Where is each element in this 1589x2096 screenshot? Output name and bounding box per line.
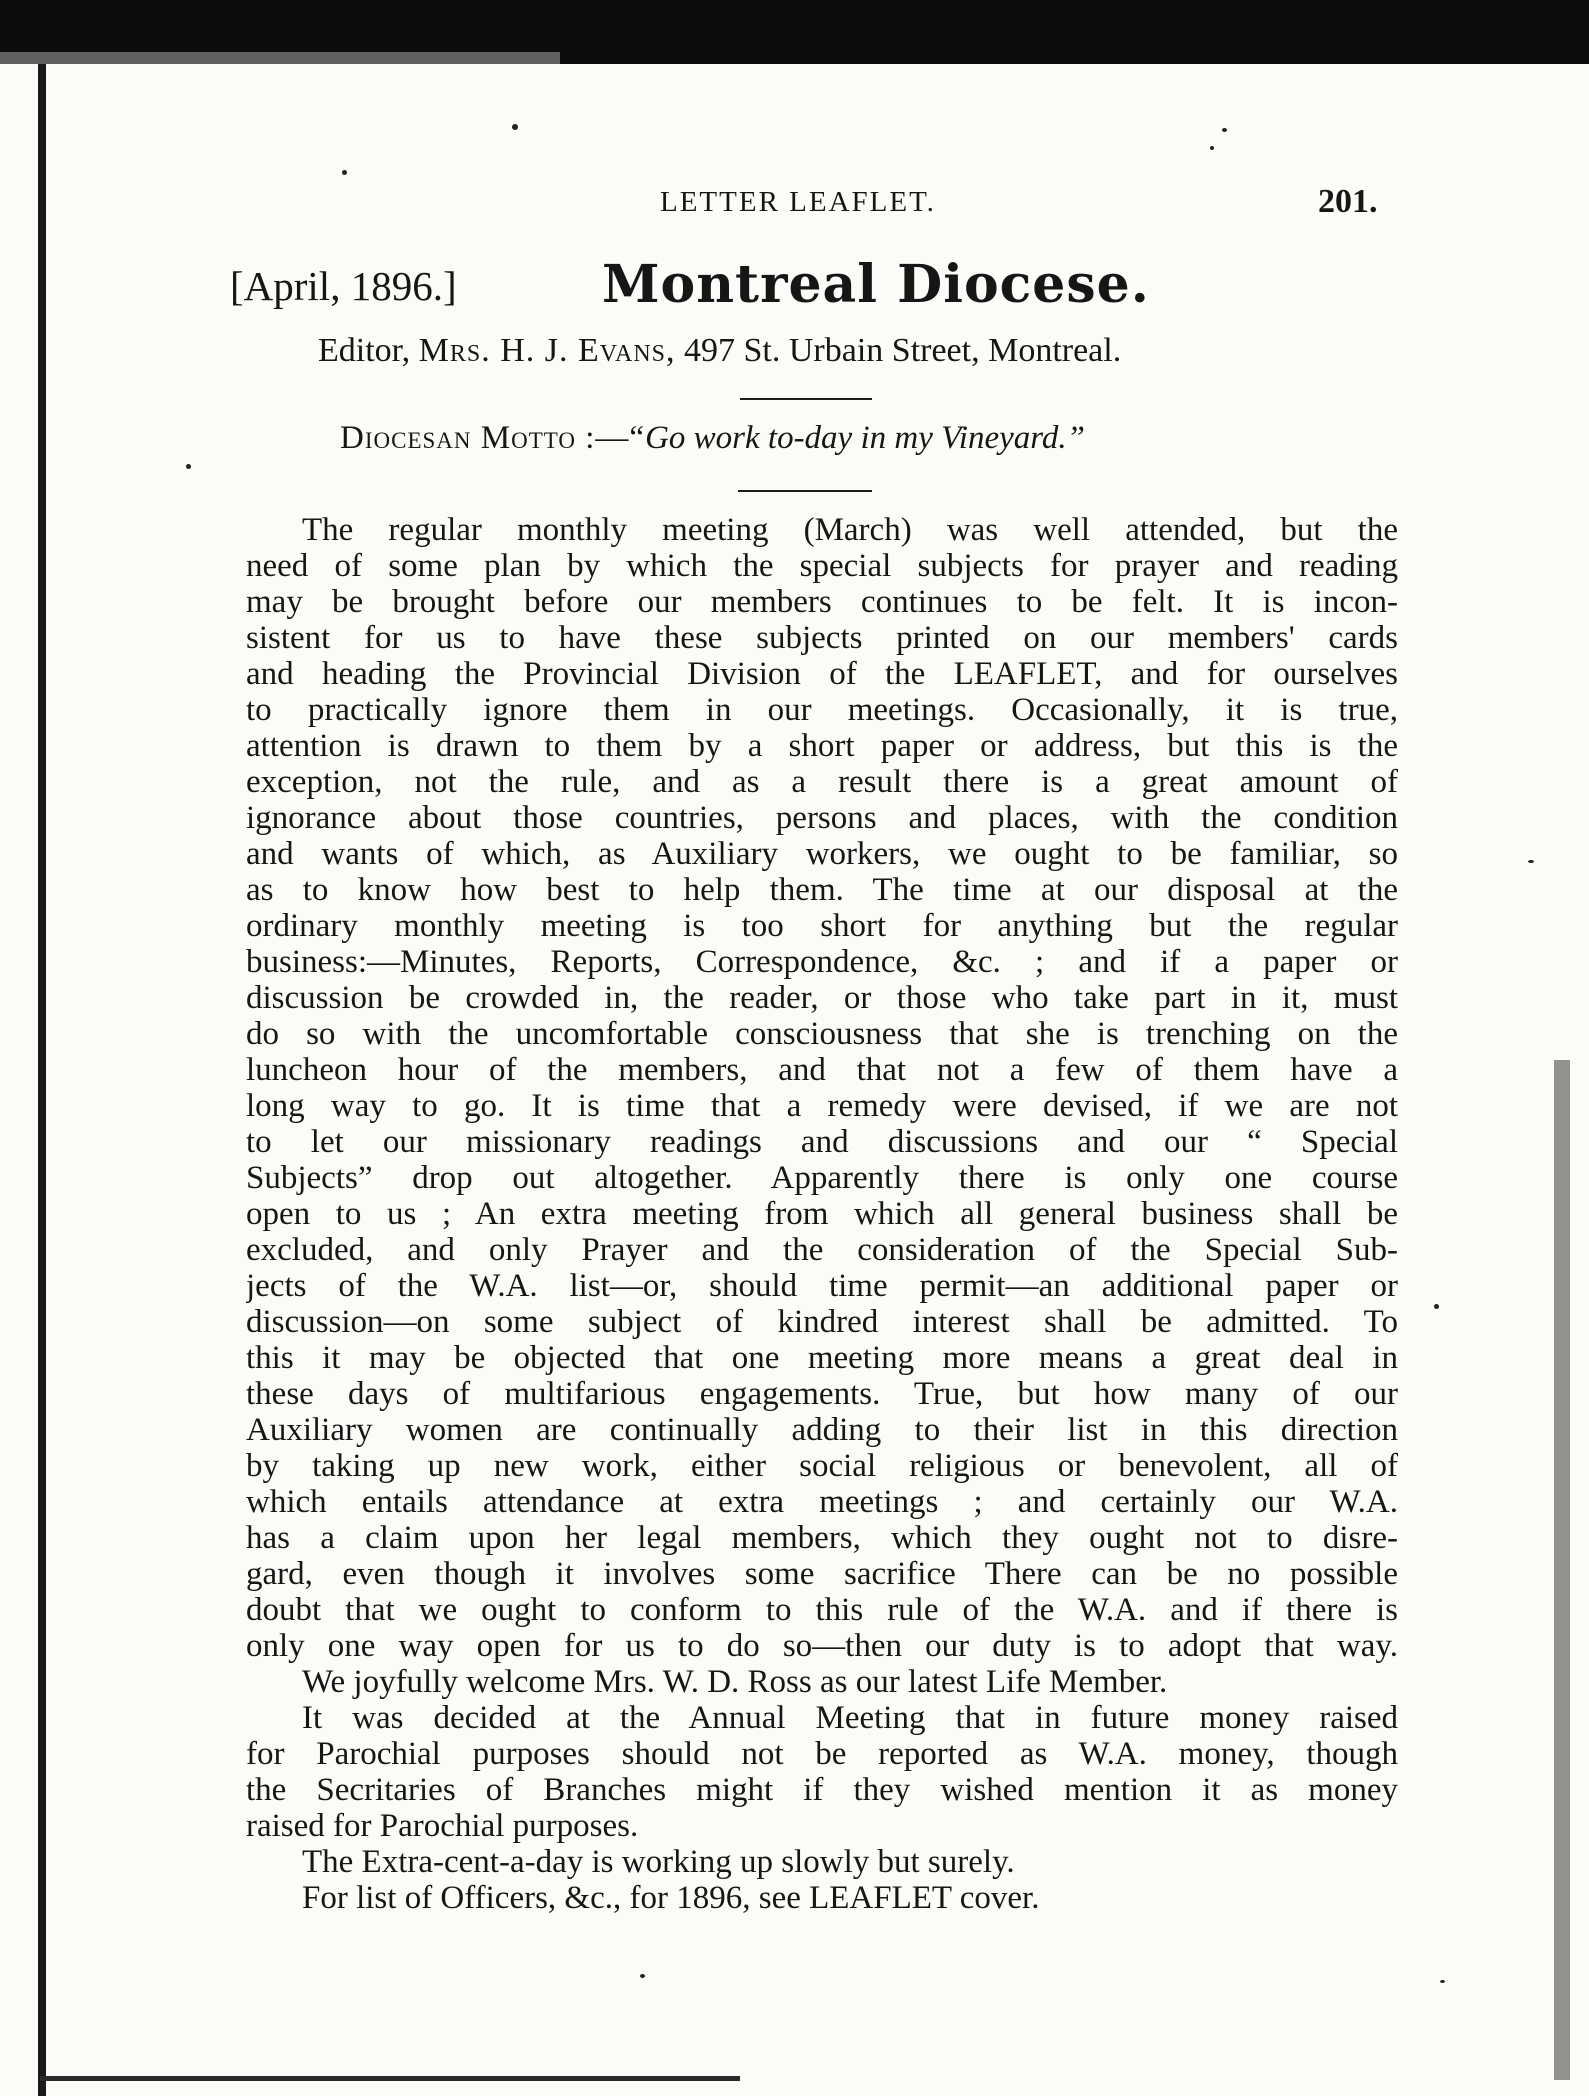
divider-rule (740, 398, 872, 400)
text-line: only one way open for us to do so—then our duty is to adopt that way. (246, 1628, 1398, 1664)
text-line: Auxiliary women are continually adding to their list in this direction (246, 1412, 1398, 1448)
text-line: which entails attendance at extra meetings ; and certainly our W.A. (246, 1484, 1398, 1520)
text-line: excluded, and only Prayer and the consideration of the Special Sub- (246, 1232, 1398, 1268)
motto-text: Go work to-day in my Vineyard.” (645, 420, 1085, 456)
scan-speck (512, 124, 518, 130)
text-line: these days of multifarious engagements. True, but how many of our (246, 1376, 1398, 1412)
scan-speck (1528, 860, 1534, 863)
running-title: LETTER LEAFLET. (660, 186, 936, 218)
scan-speck (1440, 1980, 1445, 1983)
text-line: Subjects” drop out altogether. Apparently there is only one course (246, 1160, 1398, 1196)
text-line: The Extra-cent-a-day is working up slowly but surely. (302, 1844, 1015, 1880)
divider-rule (738, 490, 872, 492)
text-line: may be brought before our members continues to be felt. It is incon- (246, 584, 1398, 620)
text-line: The regular monthly meeting (March) was well attended, but the (302, 512, 1398, 548)
text-line: ignorance about those countries, persons and places, with the condition (246, 800, 1398, 836)
scan-speck (186, 464, 191, 469)
text-line: ordinary monthly meeting is too short for anything but the regular (246, 908, 1398, 944)
text-line: exception, not the rule, and as a result there is a great amount of (246, 764, 1398, 800)
text-line: need of some plan by which the special subjects for prayer and reading (246, 548, 1398, 584)
text-line: for Parochial purposes should not be reported as W.A. money, though (246, 1736, 1398, 1772)
editor-line (318, 332, 1121, 370)
article-body (246, 512, 1398, 1916)
text-line: discussion be crowded in, the reader, or those who take part in it, must (246, 980, 1398, 1016)
text-line: attention is drawn to them by a short paper or address, but this is the (246, 728, 1398, 764)
text-line: We joyfully welcome Mrs. W. D. Ross as our latest Life Member. (302, 1664, 1168, 1700)
text-line: For list of Officers, &c., for 1896, see LEAFLET cover. (302, 1880, 1040, 1916)
scan-speck (342, 170, 347, 175)
issue-date: [April, 1896.] (230, 263, 457, 309)
scan-border-left (38, 64, 46, 2096)
editor-address: 497 St. Urbain Street, Montreal. (684, 332, 1122, 369)
text-line: doubt that we ought to conform to this rule of the W.A. and if there is (246, 1592, 1398, 1628)
scan-border-right (1554, 1060, 1570, 2080)
text-line: do so with the uncomfortable consciousness that she is trenching on the (246, 1016, 1398, 1052)
running-head (0, 183, 1589, 226)
editor-prefix: Editor, (318, 332, 411, 369)
motto-label: Diocesan Motto :—“ (340, 420, 646, 456)
text-line: raised for Parochial purposes. (246, 1808, 639, 1844)
text-line: jects of the W.A. list—or, should time permit—an additional paper or (246, 1268, 1398, 1304)
text-line: luncheon hour of the members, and that not a few of them have a (246, 1052, 1398, 1088)
scan-speck (640, 1974, 645, 1978)
scan-speck (1434, 1304, 1439, 1309)
text-line: to let our missionary readings and discussions and our “ Special (246, 1124, 1398, 1160)
title-row (0, 254, 1589, 324)
text-line: gard, even though it involves some sacrifice There can be no possible (246, 1556, 1398, 1592)
editor-name: Mrs. H. J. Evans, (418, 332, 676, 369)
page-number: 201. (1318, 183, 1378, 220)
text-line: sistent for us to have these subjects printed on our members' cards (246, 620, 1398, 656)
diocesan-motto (340, 420, 1085, 457)
diocese-heading: Montreal Diocese. (602, 254, 1150, 315)
text-line: business:—Minutes, Reports, Correspondence, &c. ; and if a paper or (246, 944, 1398, 980)
scan-speck (1222, 128, 1227, 132)
text-line: It was decided at the Annual Meeting that in future money raised (302, 1700, 1398, 1736)
scan-speck (1210, 146, 1214, 150)
text-line: this it may be objected that one meeting more means a great deal in (246, 1340, 1398, 1376)
scan-border-bottom (40, 2076, 740, 2081)
scan-border-top-fade (0, 52, 560, 66)
text-line: the Secritaries of Branches might if they wished mention it as money (246, 1772, 1398, 1808)
text-line: open to us ; An extra meeting from which all general business shall be (246, 1196, 1398, 1232)
text-line: long way to go. It is time that a remedy were devised, if we are not (246, 1088, 1398, 1124)
text-line: by taking up new work, either social religious or benevolent, all of (246, 1448, 1398, 1484)
text-line: discussion—on some subject of kindred interest shall be admitted. To (246, 1304, 1398, 1340)
text-line: and heading the Provincial Division of the LEAFLET, and for ourselves (246, 656, 1398, 692)
text-line: and wants of which, as Auxiliary workers, we ought to be familiar, so (246, 836, 1398, 872)
text-line: has a claim upon her legal members, which they ought not to disre- (246, 1520, 1398, 1556)
text-line: to practically ignore them in our meetings. Occasionally, it is true, (246, 692, 1398, 728)
text-line: as to know how best to help them. The time at our disposal at the (246, 872, 1398, 908)
